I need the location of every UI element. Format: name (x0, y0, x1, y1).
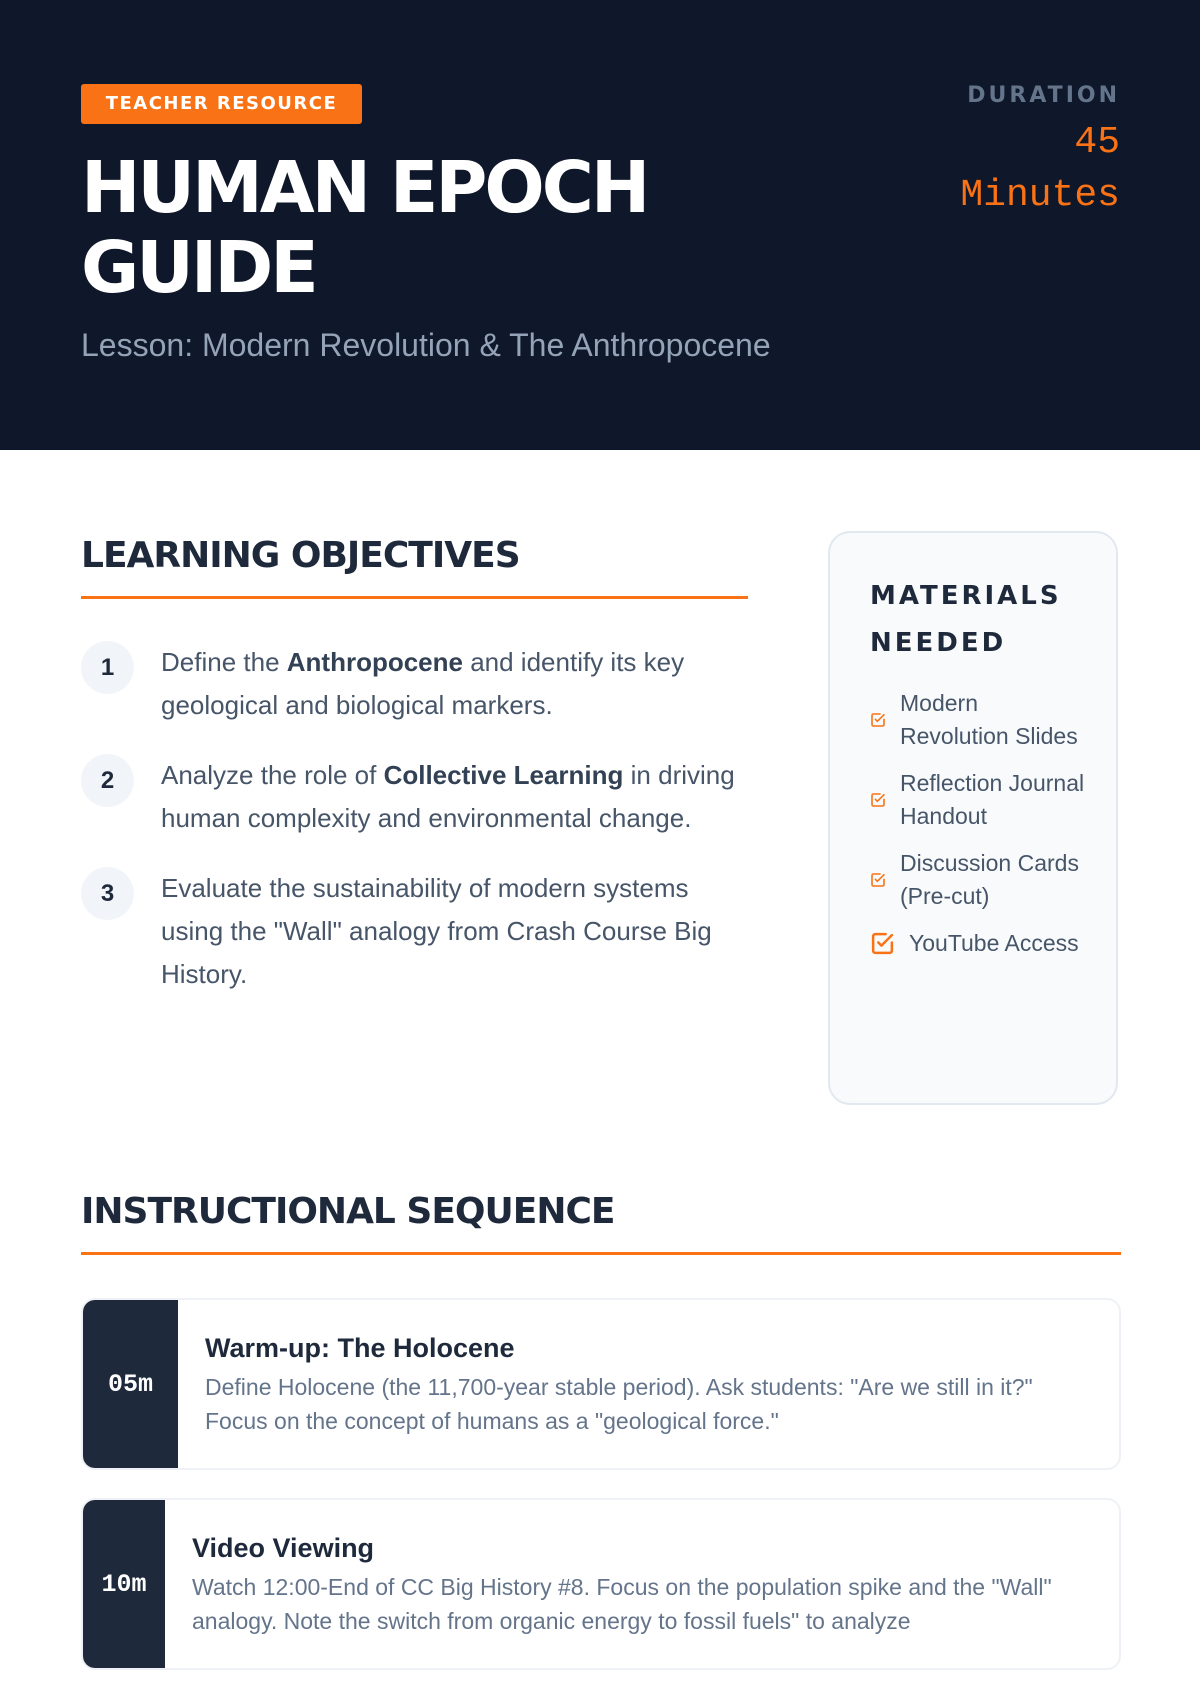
materials-item-label: Discussion Cards (Pre-cut) (900, 850, 1079, 909)
hero-header (0, 0, 1200, 450)
objective-number: 1 (81, 641, 134, 694)
step-duration: 05m (83, 1300, 178, 1468)
objective-keyword: Collective Learning (383, 760, 624, 790)
page-title: HUMAN EPOCH GUIDE (81, 146, 648, 309)
objective-number: 2 (81, 754, 134, 807)
objective-item (81, 867, 751, 996)
sequence-step (81, 1498, 1121, 1670)
step-title: Warm-up: The Holocene (205, 1333, 515, 1363)
materials-item (870, 767, 1086, 833)
objectives-divider (81, 596, 748, 599)
objective-item (81, 641, 751, 727)
step-duration: 10m (83, 1500, 165, 1668)
lesson-subtitle: Lesson: Modern Revolution & The Anthropocene (81, 327, 771, 363)
objective-item (81, 754, 751, 840)
materials-item-label: Reflection Journal Handout (900, 770, 1085, 829)
teacher-resource-badge: TEACHER RESOURCE (81, 84, 362, 124)
step-description: Define Holocene (the 11,700-year stable period). Ask students: "Are we still in it?" Focus on the concept of humans as a "geological force." (205, 1374, 1033, 1434)
checkbox-icon (870, 712, 886, 728)
step-body (165, 1500, 1119, 1668)
objective-text: Define the Anthropocene and identify its key geological and biological markers. (161, 647, 685, 720)
materials-heading: MATERIALS NEEDED (870, 581, 1062, 658)
objective-keyword: Anthropocene (286, 647, 463, 677)
duration-label: DURATION (967, 83, 1120, 108)
materials-item-label: Modern Revolution Slides (900, 690, 1078, 749)
materials-item-label: YouTube Access (909, 930, 1079, 956)
step-body (178, 1300, 1119, 1468)
objectives-heading: LEARNING OBJECTIVES (81, 535, 520, 576)
objectives-list (81, 641, 751, 1023)
materials-item (870, 847, 1086, 913)
materials-list (870, 687, 1086, 960)
sequence-heading: INSTRUCTIONAL SEQUENCE (81, 1191, 615, 1232)
step-description: Watch 12:00-End of CC Big History #8. Focus on the population spike and the "Wall" analogy. Note the switch from organic energy to fossil fuels" to analyze (192, 1574, 1052, 1634)
sequence-step (81, 1298, 1121, 1470)
duration-value: 45 Minutes (960, 121, 1120, 217)
checkbox-icon (870, 931, 895, 956)
materials-panel (828, 531, 1118, 1105)
duration-block (940, 80, 1120, 222)
checkbox-icon (870, 872, 886, 888)
materials-item (870, 927, 1086, 960)
checkbox-icon (870, 792, 886, 808)
step-title: Video Viewing (192, 1533, 375, 1563)
sequence-list (81, 1298, 1121, 1698)
sequence-divider (81, 1252, 1121, 1255)
objective-text: Analyze the role of Collective Learning in driving human complexity and environmental change. (161, 760, 735, 833)
objective-number: 3 (81, 867, 134, 920)
materials-item (870, 687, 1086, 753)
objective-text: Evaluate the sustainability of modern systems using the "Wall" analogy from Crash Course Big History. (161, 873, 712, 989)
